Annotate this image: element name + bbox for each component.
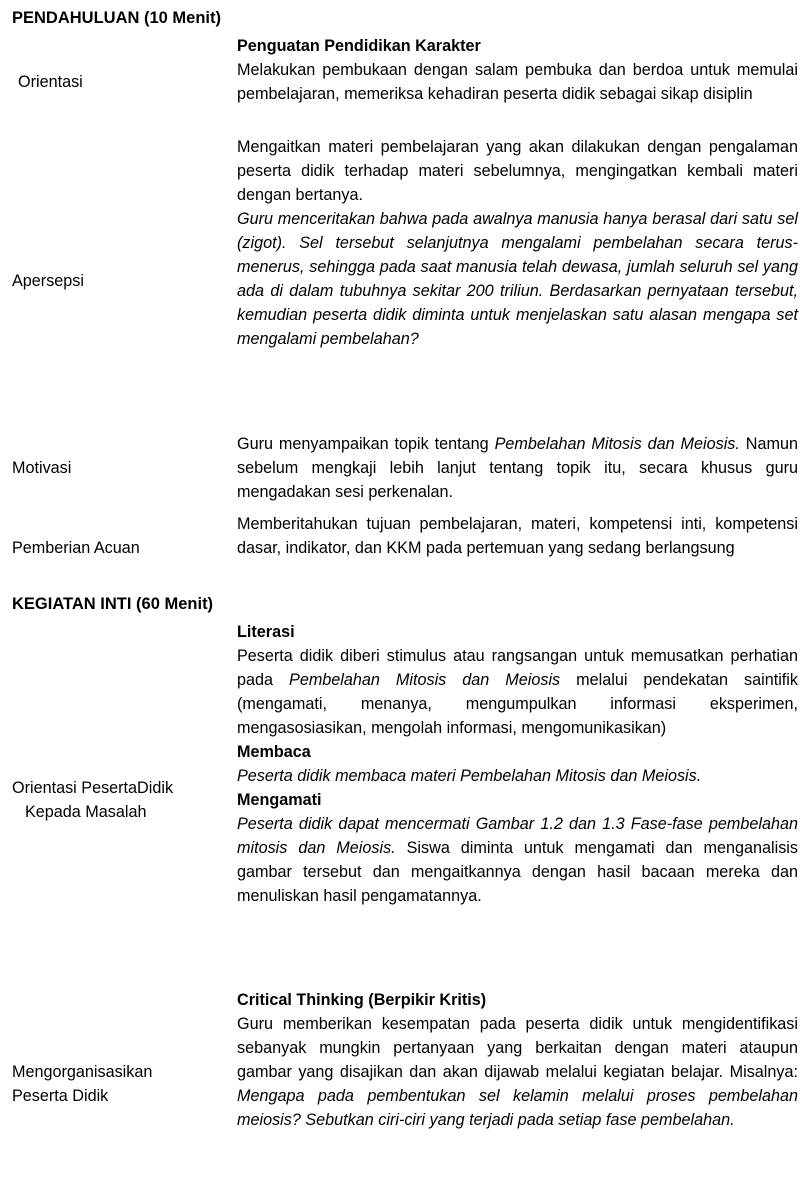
text-motivasi: Guru menyampaikan topik tentang Pembelahan Mitosis dan Meiosis. Namun sebelum mengkaji lebih lanjut tentang topik itu, secara khusus guru mengadakan sesi perkenalan.	[237, 435, 798, 501]
label-orientasi: Orientasi	[18, 73, 83, 91]
label-motivasi: Motivasi	[12, 459, 72, 477]
content-orientasi	[237, 34, 798, 106]
row-orientasi-masalah	[0, 620, 808, 980]
content-apersepsi	[237, 135, 798, 351]
heading-membaca: Membaca	[237, 743, 311, 761]
label-apersepsi: Apersepsi	[12, 272, 84, 290]
row-motivasi	[0, 432, 808, 504]
section-heading-pendahuluan: PENDAHULUAN (10 Menit)	[12, 9, 222, 27]
heading-literasi: Literasi	[237, 623, 295, 641]
heading-penguatan-pendidikan-karakter: Penguatan Pendidikan Karakter	[237, 37, 481, 55]
heading-mengamati: Mengamati	[237, 791, 322, 809]
section-heading-kegiatan-inti: KEGIATAN INTI (60 Menit)	[12, 595, 214, 613]
content-motivasi	[237, 432, 798, 504]
heading-critical-thinking: Critical Thinking (Berpikir Kritis)	[237, 991, 487, 1009]
text-literasi: Peserta didik diberi stimulus atau rangsangan untuk memusatkan perhatian pada Pembelahan Mitosis dan Meiosis melalui pendekatan saintifik (mengamati, menanya, mengumpulkan informasi eksperimen, mengasosiasikan, mengolah informasi, mengomunikasikan)	[237, 647, 798, 737]
label-orientasi-masalah: Orientasi PesertaDidik Kepada Masalah	[12, 779, 174, 821]
content-pemberian-acuan	[237, 512, 798, 560]
text-membaca: Peserta didik membaca materi Pembelahan Mitosis dan Meiosis.	[237, 767, 702, 785]
row-apersepsi	[0, 135, 808, 427]
content-orientasi-masalah	[237, 620, 798, 908]
row-mengorganisasikan	[0, 988, 808, 1180]
text-orientasi: Melakukan pembukaan dengan salam pembuka dan berdoa untuk memulai pembelajaran, memeriksa kehadiran peserta didik sebagai sikap disiplin	[237, 61, 798, 103]
text-apersepsi-italic: Guru menceritakan bahwa pada awalnya manusia hanya berasal dari satu sel (zigot). Sel tersebut selanjutnya mengalami pembelahan secara terus-menerus, sehingga pada saat manusia telah dewasa, jumlah seluruh sel yang ada di dalam tubuhnya sekitar 200 triliun. Berdasarkan pernyataan tersebut, kemudian peserta didik diminta untuk menjelaskan satu alasan mengapa set mengalami pembelahan?	[237, 210, 798, 348]
text-pemberian-acuan: Memberitahukan tujuan pembelajaran, materi, kompetensi inti, kompetensi dasar, indikator, dan KKM pada pertemuan yang sedang berlangsung	[237, 515, 798, 557]
label-mengorganisasikan: Mengorganisasikan Peserta Didik	[12, 1063, 153, 1105]
text-mengamati: Peserta didik dapat mencermati Gambar 1.2 dan 1.3 Fase-fase pembelahan mitosis dan Meiosis. Siswa diminta untuk mengamati dan menganalisis gambar tersebut dan mengaitkannya dengan hasil bacaan mereka dan menuliskan hasil pengamatannya.	[237, 815, 798, 905]
label-pemberian-acuan: Pemberian Acuan	[12, 539, 140, 557]
content-mengorganisasikan	[237, 988, 798, 1132]
text-mengorganisasikan: Guru memberikan kesempatan pada peserta didik untuk mengidentifikasi sebanyak mungkin pertanyaan yang berkaitan dengan materi ataupun gambar yang disajikan dan akan dijawab melalui kegiatan belajar. Misalnya: Mengapa pada pembentukan sel kelamin melalui proses pembelahan meiosis? Sebutkan ciri-ciri yang terjadi pada setiap fase pembelahan.	[237, 1015, 798, 1129]
text-apersepsi: Mengaitkan materi pembelajaran yang akan dilakukan dengan pengalaman peserta didik terhadap materi sebelumnya, mengingatkan kembali materi dengan bertanya.	[237, 138, 798, 204]
row-pemberian-acuan	[0, 512, 808, 584]
row-orientasi	[0, 34, 808, 130]
